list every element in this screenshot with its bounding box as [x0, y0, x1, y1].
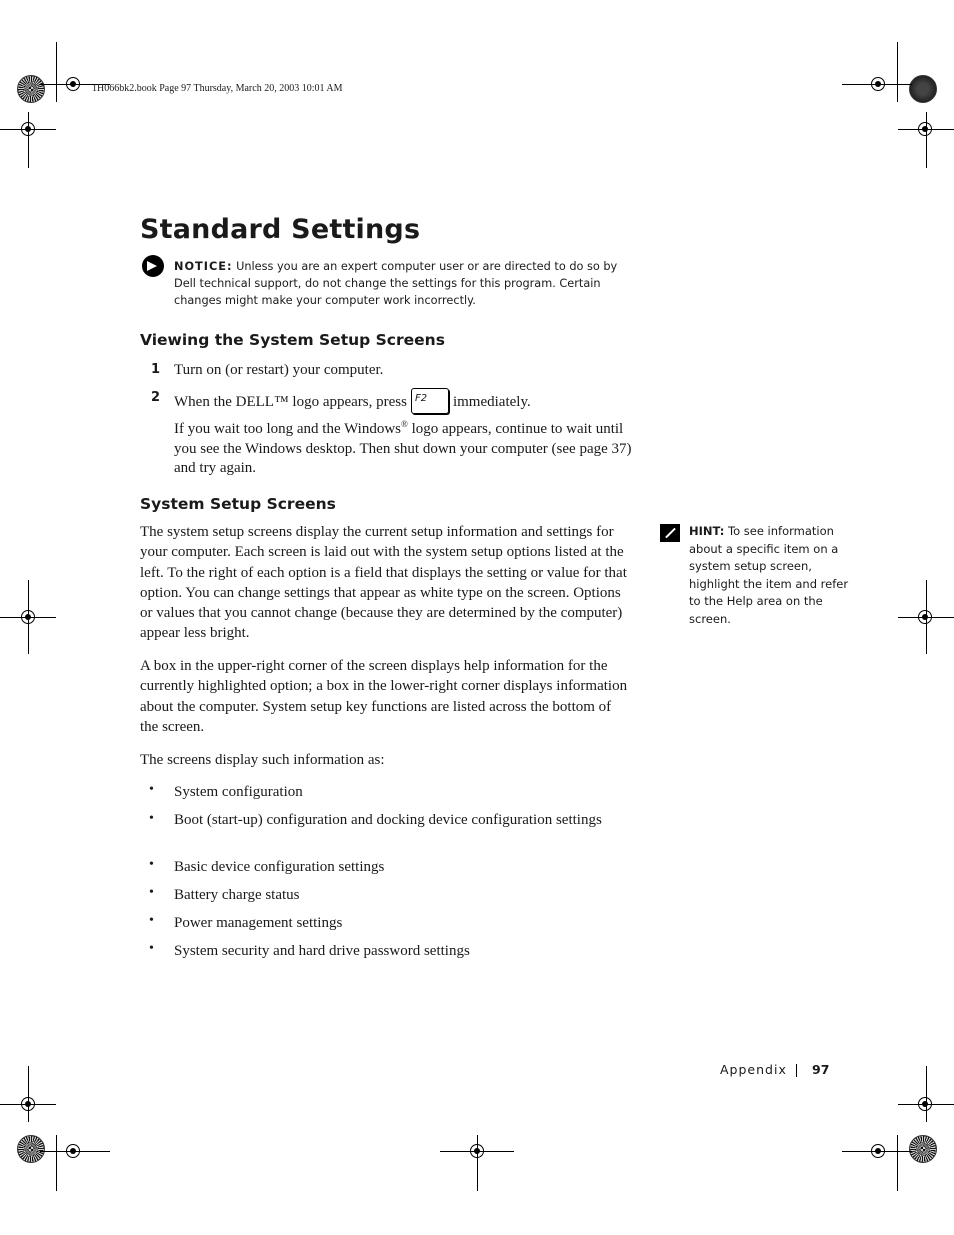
- registration-target-icon: [21, 122, 35, 136]
- registration-target-icon: [871, 77, 885, 91]
- screens-heading: System Setup Screens: [140, 495, 336, 513]
- list-item: System security and hard drive password settings: [174, 943, 470, 959]
- list-item: System configuration: [174, 784, 303, 800]
- registration-starburst-icon: [17, 1135, 45, 1163]
- step-text: Turn on (or restart) your computer.: [174, 362, 384, 378]
- notice-label: NOTICE:: [174, 260, 233, 273]
- paragraph: A box in the upper-right corner of the screen displays help information for the currently highlighted option; a box in the lower-right corner displays information about the computer. System setup key functions are listed across the bottom of the screen.: [140, 658, 628, 735]
- bullet-icon: •: [149, 913, 154, 928]
- registration-target-icon: [66, 77, 80, 91]
- registration-target-icon: [21, 610, 35, 624]
- registration-target-icon: [66, 1144, 80, 1158]
- step-text-before: When the DELL™ logo appears, press: [174, 394, 407, 410]
- registered-mark: ®: [401, 419, 408, 429]
- hint-help-word: Help: [726, 594, 753, 608]
- notice-text: Unless you are an expert computer user or are directed to do so by Dell technical support, do not change the settings for this program. Certain changes might make your computer work incorrectly.: [174, 260, 618, 307]
- hint-text-before: To see information about a specific item on a system setup screen, highlight the item and refer to the: [689, 524, 849, 608]
- registration-target-icon: [918, 610, 932, 624]
- print-header: 1H066bk2.book Page 97 Thursday, March 20, 2003 10:01 AM: [92, 83, 343, 94]
- registration-starburst-icon: [17, 75, 45, 103]
- note-text-after: logo appears, continue to wait until you see the Windows desktop. Then shut down your computer (see page 37) and try again.: [174, 421, 632, 476]
- list-item: Basic device configuration settings: [174, 859, 385, 875]
- key-label: F2: [414, 393, 428, 404]
- registration-target-icon: [470, 1144, 484, 1158]
- step-text: [174, 388, 531, 414]
- bullet-icon: •: [149, 941, 154, 956]
- registration-starburst-icon: [909, 75, 937, 103]
- step-number: 1: [151, 362, 161, 377]
- footer-section: Appendix: [720, 1062, 787, 1077]
- list-item: Battery charge status: [174, 887, 300, 903]
- page-title: Standard Settings: [140, 214, 421, 245]
- bullet-icon: •: [149, 857, 154, 872]
- footer-separator: [796, 1064, 797, 1077]
- step-text-after: immediately.: [452, 394, 531, 410]
- notice-box: [174, 258, 634, 309]
- bullet-icon: •: [149, 885, 154, 900]
- registration-target-icon: [871, 1144, 885, 1158]
- paragraph: The system setup screens display the current setup information and settings for your computer. Each screen is laid out with the system setup options listed at the left. To the right of each option is a field that displays the setting or value for that option. You can change settings that appear as white type on the screen. Options or values that you cannot change (because they are determined by the computer) appear less bright.: [140, 524, 627, 642]
- registration-target-icon: [918, 122, 932, 136]
- list-item: Power management settings: [174, 915, 343, 931]
- hint-text-after: area on the screen.: [689, 594, 823, 626]
- hint-label: HINT:: [689, 524, 725, 538]
- f2-key-icon: [411, 388, 449, 414]
- hint-box: [689, 523, 849, 628]
- notice-icon: [142, 255, 164, 277]
- page-number: 97: [812, 1062, 830, 1077]
- registration-target-icon: [21, 1097, 35, 1111]
- note-text-before: If you wait too long and the Windows: [174, 421, 402, 437]
- registration-starburst-icon: [909, 1135, 937, 1163]
- registration-target-icon: [918, 1097, 932, 1111]
- viewing-heading: Viewing the System Setup Screens: [140, 331, 445, 349]
- bullet-icon: •: [149, 811, 154, 826]
- paragraph: The screens display such information as:: [140, 752, 385, 768]
- bullet-icon: •: [149, 782, 154, 797]
- step-note: [174, 415, 634, 479]
- list-item: Boot (start-up) configuration and docking device configuration settings: [174, 812, 602, 828]
- pencil-icon: [660, 524, 680, 542]
- step-number: 2: [151, 390, 161, 405]
